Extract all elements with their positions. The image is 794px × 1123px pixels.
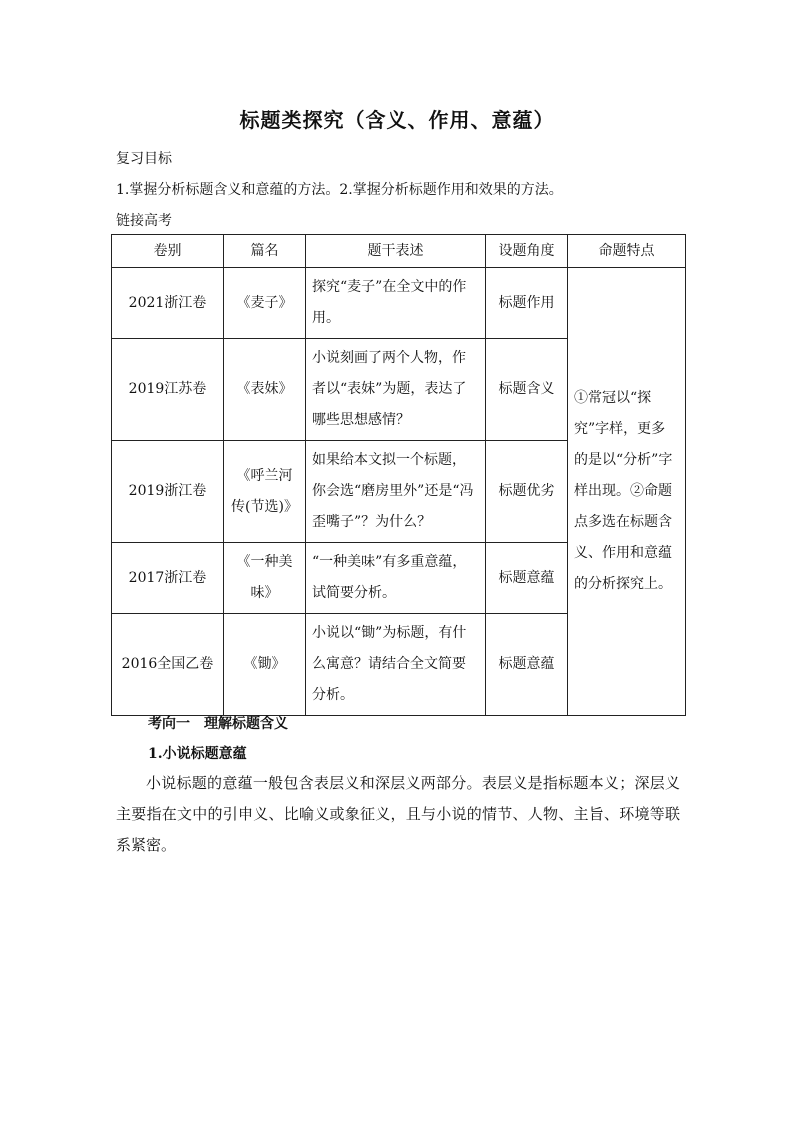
- link-heading: 链接高考: [116, 213, 172, 229]
- section-heading: 考向一 理解标题含义: [148, 716, 288, 732]
- cell-angle: 标题含义: [486, 339, 568, 441]
- cell-article: 《表妹》: [224, 339, 306, 441]
- review-heading: 复习目标: [116, 151, 172, 167]
- cell-angle: 标题意蕴: [486, 614, 568, 716]
- cell-angle: 标题作用: [486, 268, 568, 339]
- table-header-row: [112, 235, 686, 268]
- cell-article: 《一种美味》: [224, 543, 306, 614]
- body-paragraph: 小说标题的意蕴一般包含表层义和深层义两部分。表层义是指标题本义；深层义主要指在文中的引申义、比喻义或象征义，且与小说的情节、人物、主旨、环境等联系紧密。: [116, 774, 680, 854]
- cell-question: 探究“麦子”在全文中的作用。: [306, 268, 486, 339]
- cell-question: 如果给本文拟一个标题，你会选“磨房里外”还是“冯歪嘴子”？为什么？: [306, 441, 486, 543]
- cell-paper: 2019江苏卷: [112, 339, 224, 441]
- cell-paper: 2019浙江卷: [112, 441, 224, 543]
- header-question: 题干表述: [306, 235, 486, 268]
- cell-paper: 2021浙江卷: [112, 268, 224, 339]
- table-row: [112, 268, 686, 339]
- cell-feature: ①常冠以“探究”字样，更多的是以“分析”字样出现。②命题点多选在标题含义、作用和意蕴的分析探究上。: [568, 268, 686, 716]
- cell-angle: 标题优劣: [486, 441, 568, 543]
- page-title: 标题类探究（含义、作用、意蕴）: [239, 108, 555, 132]
- header-angle: 设题角度: [486, 235, 568, 268]
- header-article: 篇名: [224, 235, 306, 268]
- cell-paper: 2016全国乙卷: [112, 614, 224, 716]
- header-paper: 卷别: [112, 235, 224, 268]
- header-feature: 命题特点: [568, 235, 686, 268]
- cell-question: 小说以“锄”为标题，有什么寓意？请结合全文简要分析。: [306, 614, 486, 716]
- subsection-heading: 1.小说标题意蕴: [148, 746, 247, 762]
- cell-question: 小说刻画了两个人物，作者以“表妹”为题，表达了哪些思想感情？: [306, 339, 486, 441]
- cell-paper: 2017浙江卷: [112, 543, 224, 614]
- exam-table: [111, 234, 686, 716]
- cell-article: 《麦子》: [224, 268, 306, 339]
- cell-angle: 标题意蕴: [486, 543, 568, 614]
- cell-article: 《呼兰河传(节选)》: [224, 441, 306, 543]
- cell-article: 《锄》: [224, 614, 306, 716]
- objectives-text: 1.掌握分析标题含义和意蕴的方法。2.掌握分析标题作用和效果的方法。: [116, 182, 563, 198]
- cell-question: “一种美味”有多重意蕴，试简要分析。: [306, 543, 486, 614]
